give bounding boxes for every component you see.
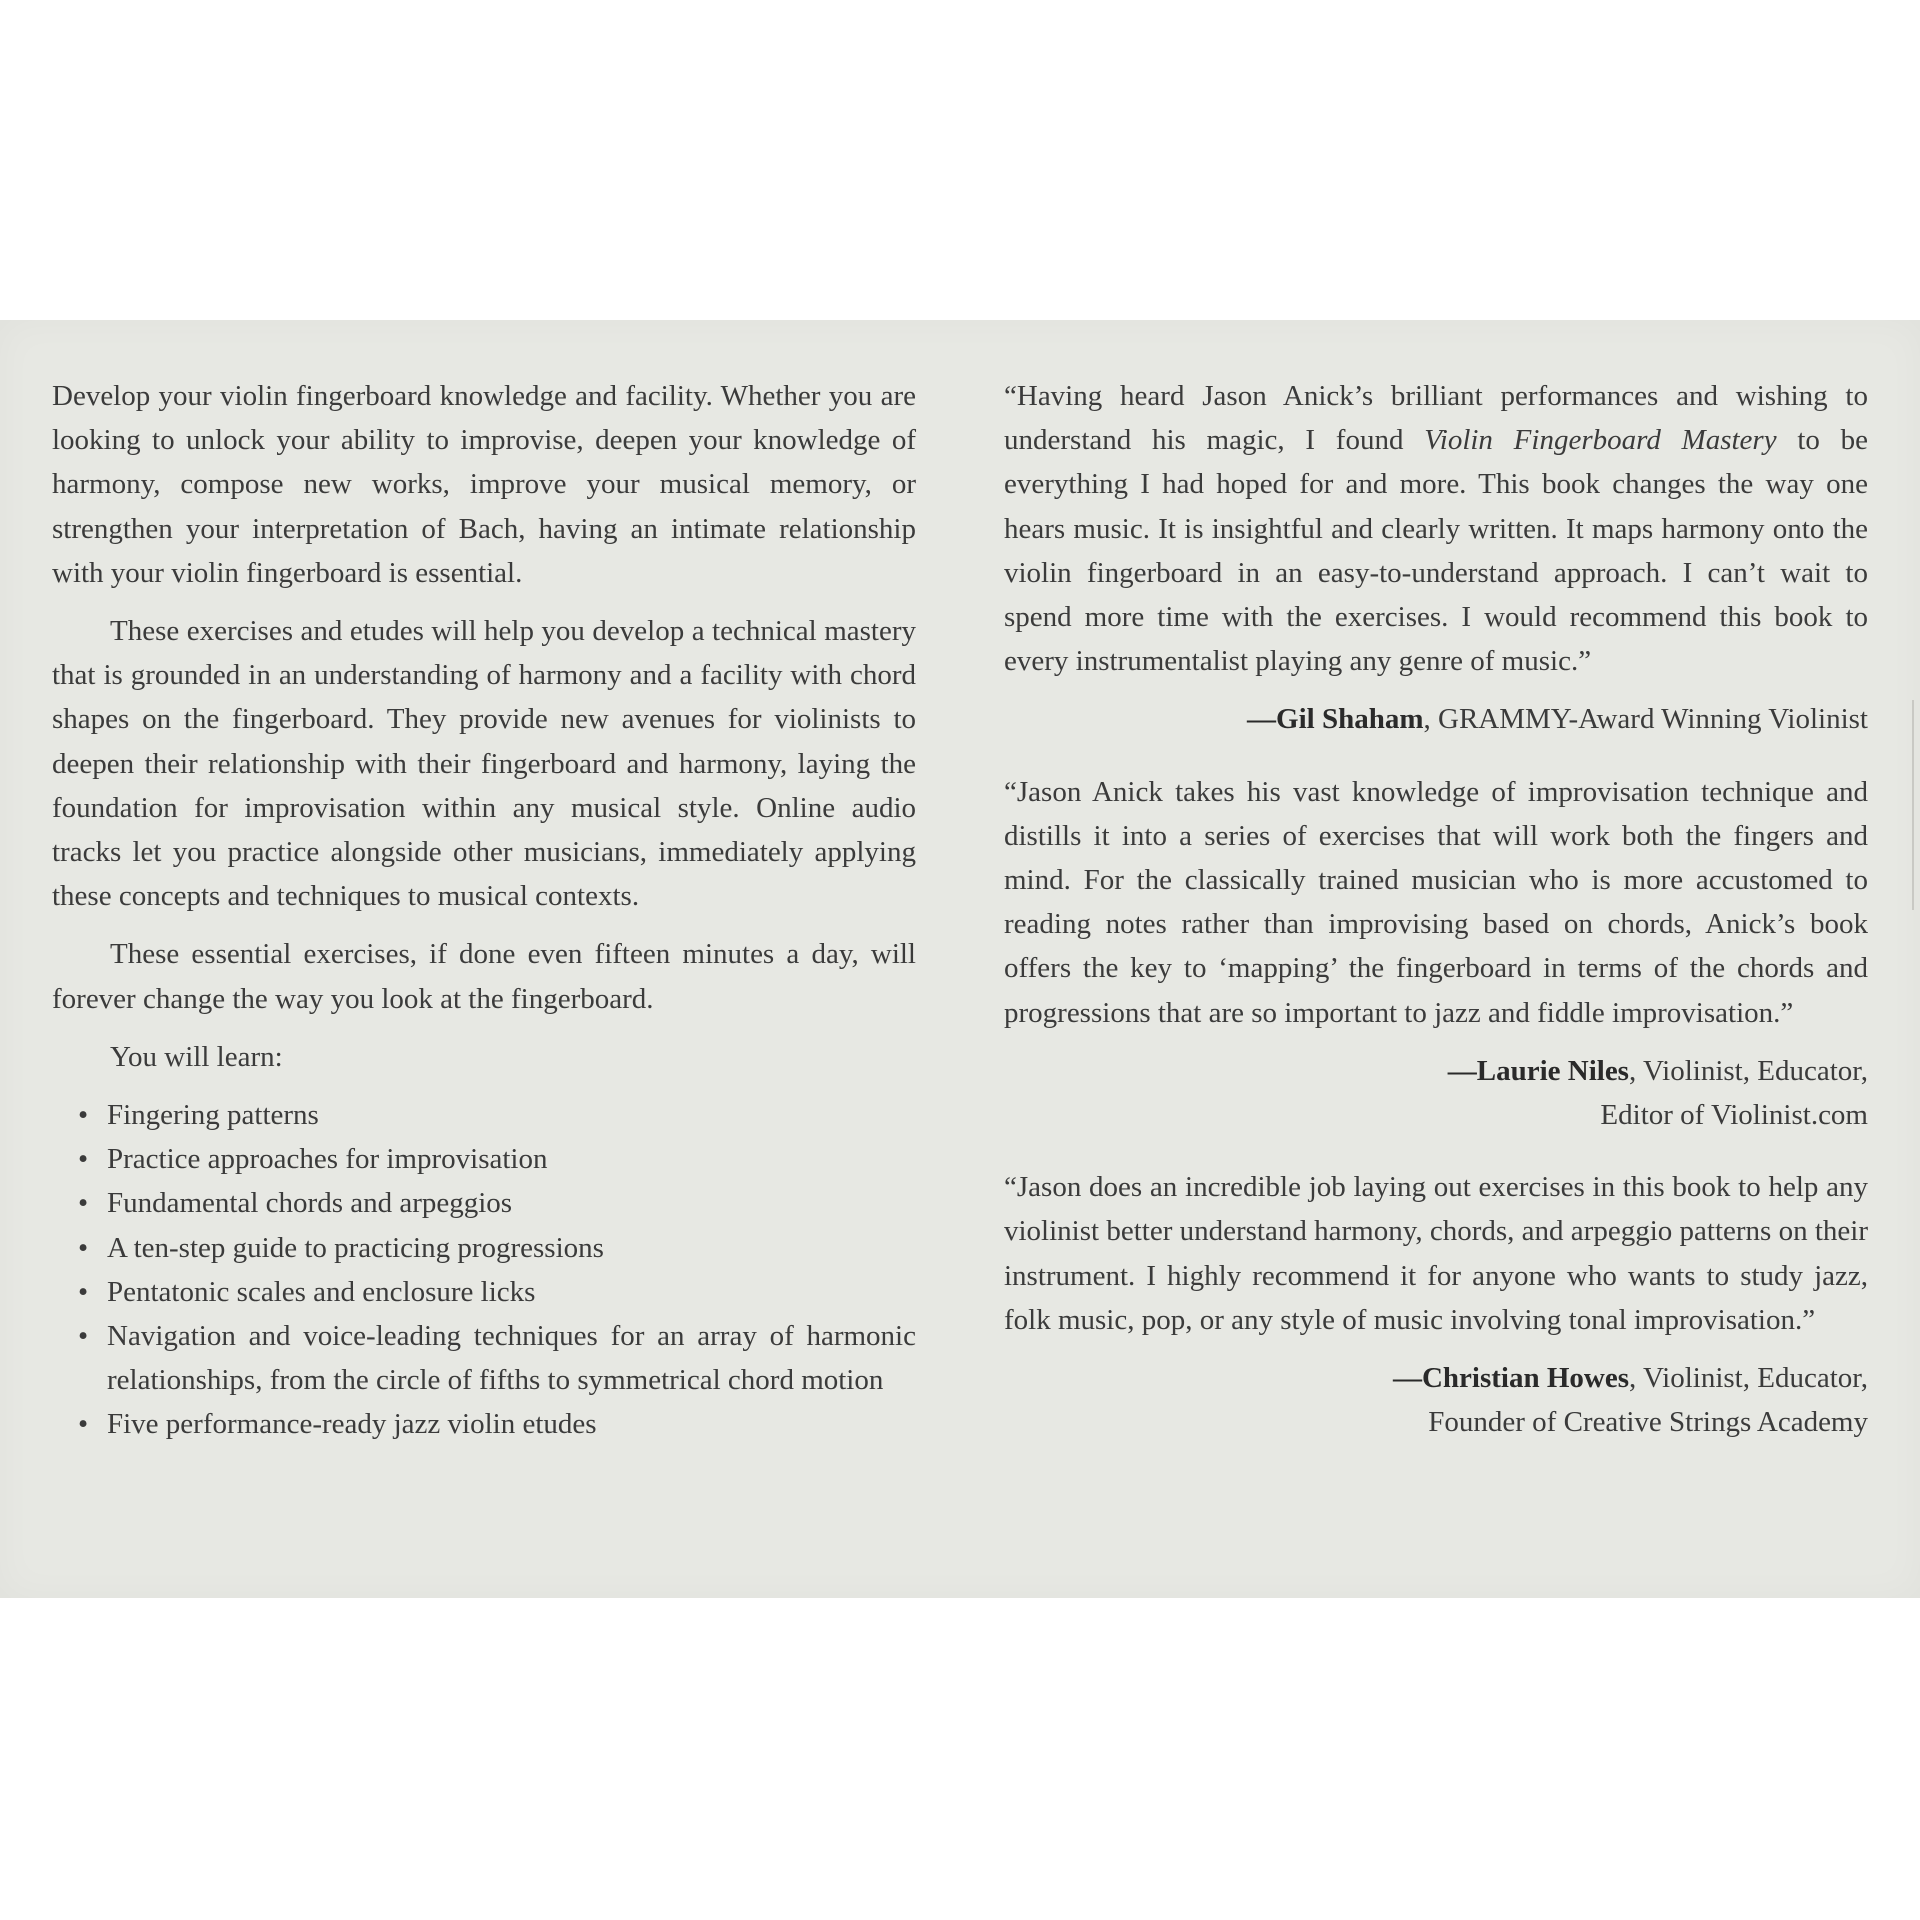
- list-item: • Fundamental chords and arpeggios: [52, 1181, 916, 1225]
- left-column: [52, 374, 916, 1447]
- daily-practice-paragraph: These essential exercises, if done even fifteen minutes a day, will forever change the way you look at the fingerboard.: [52, 938, 916, 1015]
- bullet-icon: •: [78, 1320, 89, 1353]
- testimonial-quote-shaham: “Having heard Jason Anick’s brilliant performances and wishing to understand his magic, I found Violin Fingerboard Mastery to be everything I had hoped for and more. This book changes the way one hears music. It is insightful and clearly written. It maps harmony onto the violin fingerboard in an easy-to-understand approach. I can’t wait to spend more time with the exercises. I would recommend this book to every instrumentalist playing any genre of music.”: [1004, 380, 1868, 678]
- exercises-paragraph: These exercises and etudes will help you develop a technical mastery that is grounded in an understanding of harmony and a facility with chord shapes on the fingerboard. They provide new avenues for violinists to deepen their relationship with their fingerboard and harmony, laying the foundation for improvisation within any musical style. Online audio tracks let you practice alongside other musicians, immediately applying these concepts and techniques to musical contexts.: [52, 615, 916, 913]
- learn-list: [52, 1093, 916, 1447]
- attribution-name: —Gil Shaham: [1247, 703, 1424, 736]
- attribution-niles: —Laurie Niles, Violinist, Educator, Editor of Violinist.com: [1447, 1054, 1868, 1132]
- right-column: [1004, 374, 1868, 1444]
- learn-heading: You will learn:: [110, 1040, 283, 1073]
- bullet-icon: •: [78, 1408, 89, 1441]
- paper-scratch-mark: [1912, 700, 1914, 910]
- list-item: • A ten-step guide to practicing progressions: [52, 1226, 916, 1270]
- bullet-icon: •: [78, 1143, 89, 1176]
- attribution-shaham: —Gil Shaham, GRAMMY-Award Winning Violinist: [1247, 703, 1868, 736]
- book-title: Violin Fingerboard Mastery: [1424, 424, 1777, 457]
- bullet-icon: •: [78, 1099, 89, 1132]
- list-item: • Pentatonic scales and enclosure licks: [52, 1270, 916, 1314]
- bullet-icon: •: [78, 1187, 89, 1220]
- testimonial-quote-niles: “Jason Anick takes his vast knowledge of improvisation technique and distills it into a series of exercises that will work both the fingers and mind. For the classically trained musician who is more accustomed to reading notes rather than improvising based on chords, Anick’s book offers the key to ‘mapping’ the fingerboard in terms of the chords and progressions that are so important to jazz and fiddle improvisation.”: [1004, 775, 1868, 1029]
- testimonial-quote-howes: “Jason does an incredible job laying out exercises in this book to help any violinist better understand harmony, chords, and arpeggio patterns on their instrument. I highly recommend it for anyone who wants to study jazz, folk music, pop, or any style of music involving tonal improvisation.”: [1004, 1171, 1868, 1336]
- attribution-name: —Laurie Niles: [1447, 1054, 1629, 1087]
- list-item: • Navigation and voice-leading techniques for an array of harmonic relationships, from the circle of fifths to symmetrical chord motion: [52, 1314, 916, 1402]
- list-item: • Fingering patterns: [52, 1093, 916, 1137]
- list-item: • Practice approaches for improvisation: [52, 1137, 916, 1181]
- bullet-icon: •: [78, 1275, 89, 1308]
- attribution-name: —Christian Howes: [1392, 1362, 1629, 1395]
- bullet-icon: •: [78, 1231, 89, 1264]
- intro-paragraph: Develop your violin fingerboard knowledge and facility. Whether you are looking to unlock your ability to improvise, deepen your knowledge of harmony, compose new works, improve your musical memory, or strengthen your interpretation of Bach, having an intimate relationship with your violin fingerboard is essential.: [52, 380, 916, 589]
- attribution-howes: —Christian Howes, Violinist, Educator, Founder of Creative Strings Academy: [1392, 1362, 1868, 1439]
- back-cover-text-panel: [0, 320, 1920, 1598]
- list-item: • Five performance-ready jazz violin etudes: [52, 1402, 916, 1446]
